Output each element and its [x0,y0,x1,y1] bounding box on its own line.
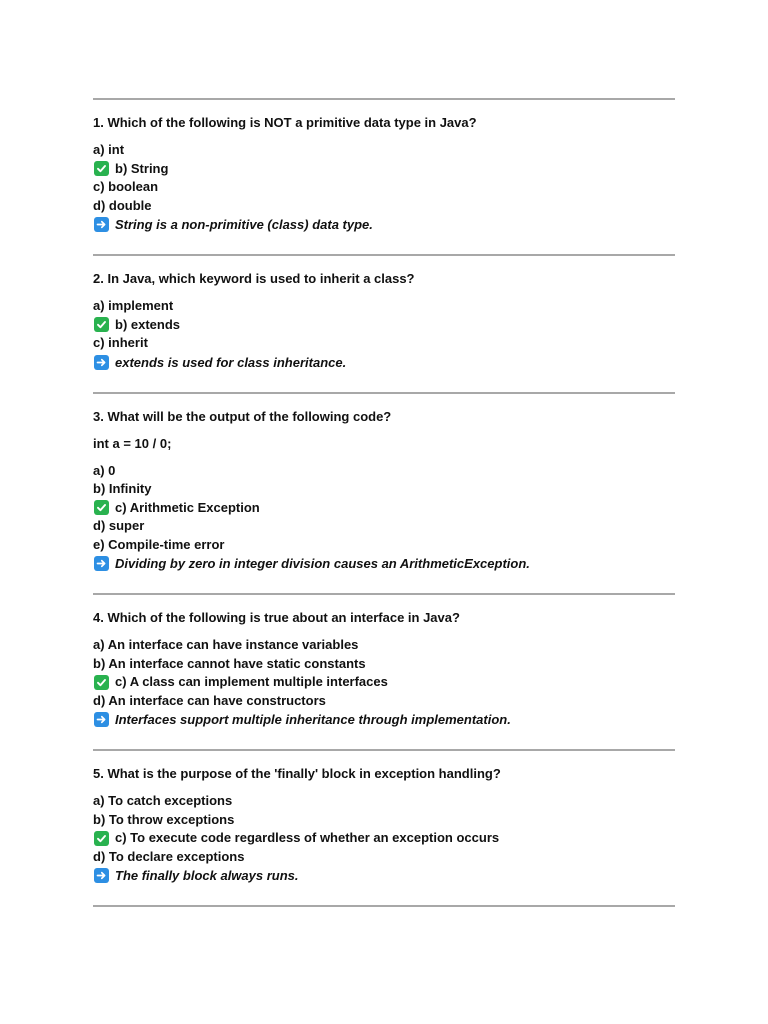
option-label: e) Compile-time error [93,536,225,552]
option-item [93,480,675,499]
right-arrow-icon [94,556,109,571]
option-item-correct [93,673,675,692]
option-item [93,334,675,353]
right-arrow-icon [94,217,109,232]
option-label: c) inherit [93,335,148,350]
check-mark-button-icon [94,500,109,515]
option-item [93,848,675,867]
option-item [93,792,675,811]
explanation [93,710,675,729]
option-item [93,517,675,536]
option-item [93,636,675,655]
right-arrow-icon [94,712,109,727]
option-item [93,297,675,316]
question-block-3 [93,394,675,594]
explanation [93,353,675,372]
option-label: b) An interface cannot have static constants [93,655,366,671]
option-item-correct [93,316,675,335]
option-item [93,692,675,711]
option-label: c) A class can implement multiple interfaces [115,674,388,689]
right-arrow-icon [94,355,109,370]
explanation [93,554,675,573]
question-block-4 [93,595,675,749]
option-label: b) String [115,160,169,176]
code-snippet: int a = 10 / 0; [93,435,172,451]
option-label: c) Arithmetic Exception [115,499,260,515]
option-label: b) To throw exceptions [93,811,235,827]
explanation [93,215,675,234]
check-mark-button-icon [94,317,109,332]
option-item [93,178,675,197]
explanation-text: String is a non-primitive (class) data type. [115,217,373,232]
explanation-text: Interfaces support multiple inheritance through implementation. [115,712,511,727]
check-mark-button-icon [94,831,109,846]
question-text: 1. Which of the following is NOT a primitive data type in Java? [93,115,477,130]
check-mark-button-icon [94,161,109,176]
option-label: d) super [93,518,145,533]
option-item-correct [93,160,675,179]
option-item [93,462,675,481]
option-item-correct [93,499,675,518]
divider [93,905,675,907]
option-item [93,141,675,160]
option-item [93,197,675,216]
option-label: a) implement [93,298,174,313]
option-item-correct [93,829,675,848]
option-label: b) Infinity [93,481,152,496]
question-text: 4. Which of the following is true about an interface in Java? [93,610,460,625]
explanation-text: The finally block always runs. [115,868,299,883]
question-text: 2. In Java, which keyword is used to inherit a class? [93,271,415,286]
option-label: a) 0 [93,462,116,478]
right-arrow-icon [94,868,109,883]
option-label: b) extends [115,316,181,332]
question-block-1 [93,100,675,254]
option-label: a) An interface can have instance variables [93,637,359,652]
option-label: a) int [93,142,125,157]
explanation-text: extends is used for class inheritance. [115,354,347,370]
explanation-text: Dividing by zero in integer division causes an ArithmeticException. [115,556,530,571]
option-label: d) To declare exceptions [93,848,245,864]
option-label: d) An interface can have constructors [93,692,326,708]
explanation [93,866,675,885]
option-label: a) To catch exceptions [93,793,233,808]
option-label: c) boolean [93,179,159,194]
option-item [93,655,675,674]
option-label: d) double [93,197,152,213]
option-label: c) To execute code regardless of whether an exception occurs [115,830,500,845]
question-block-5 [93,751,675,905]
question-text: 5. What is the purpose of the 'finally' block in exception handling? [93,766,501,781]
check-mark-button-icon [94,675,109,690]
question-block-2 [93,256,675,392]
option-item [93,811,675,830]
option-item [93,536,675,555]
question-text: 3. What will be the output of the following code? [93,408,392,424]
quiz-document [93,98,675,907]
